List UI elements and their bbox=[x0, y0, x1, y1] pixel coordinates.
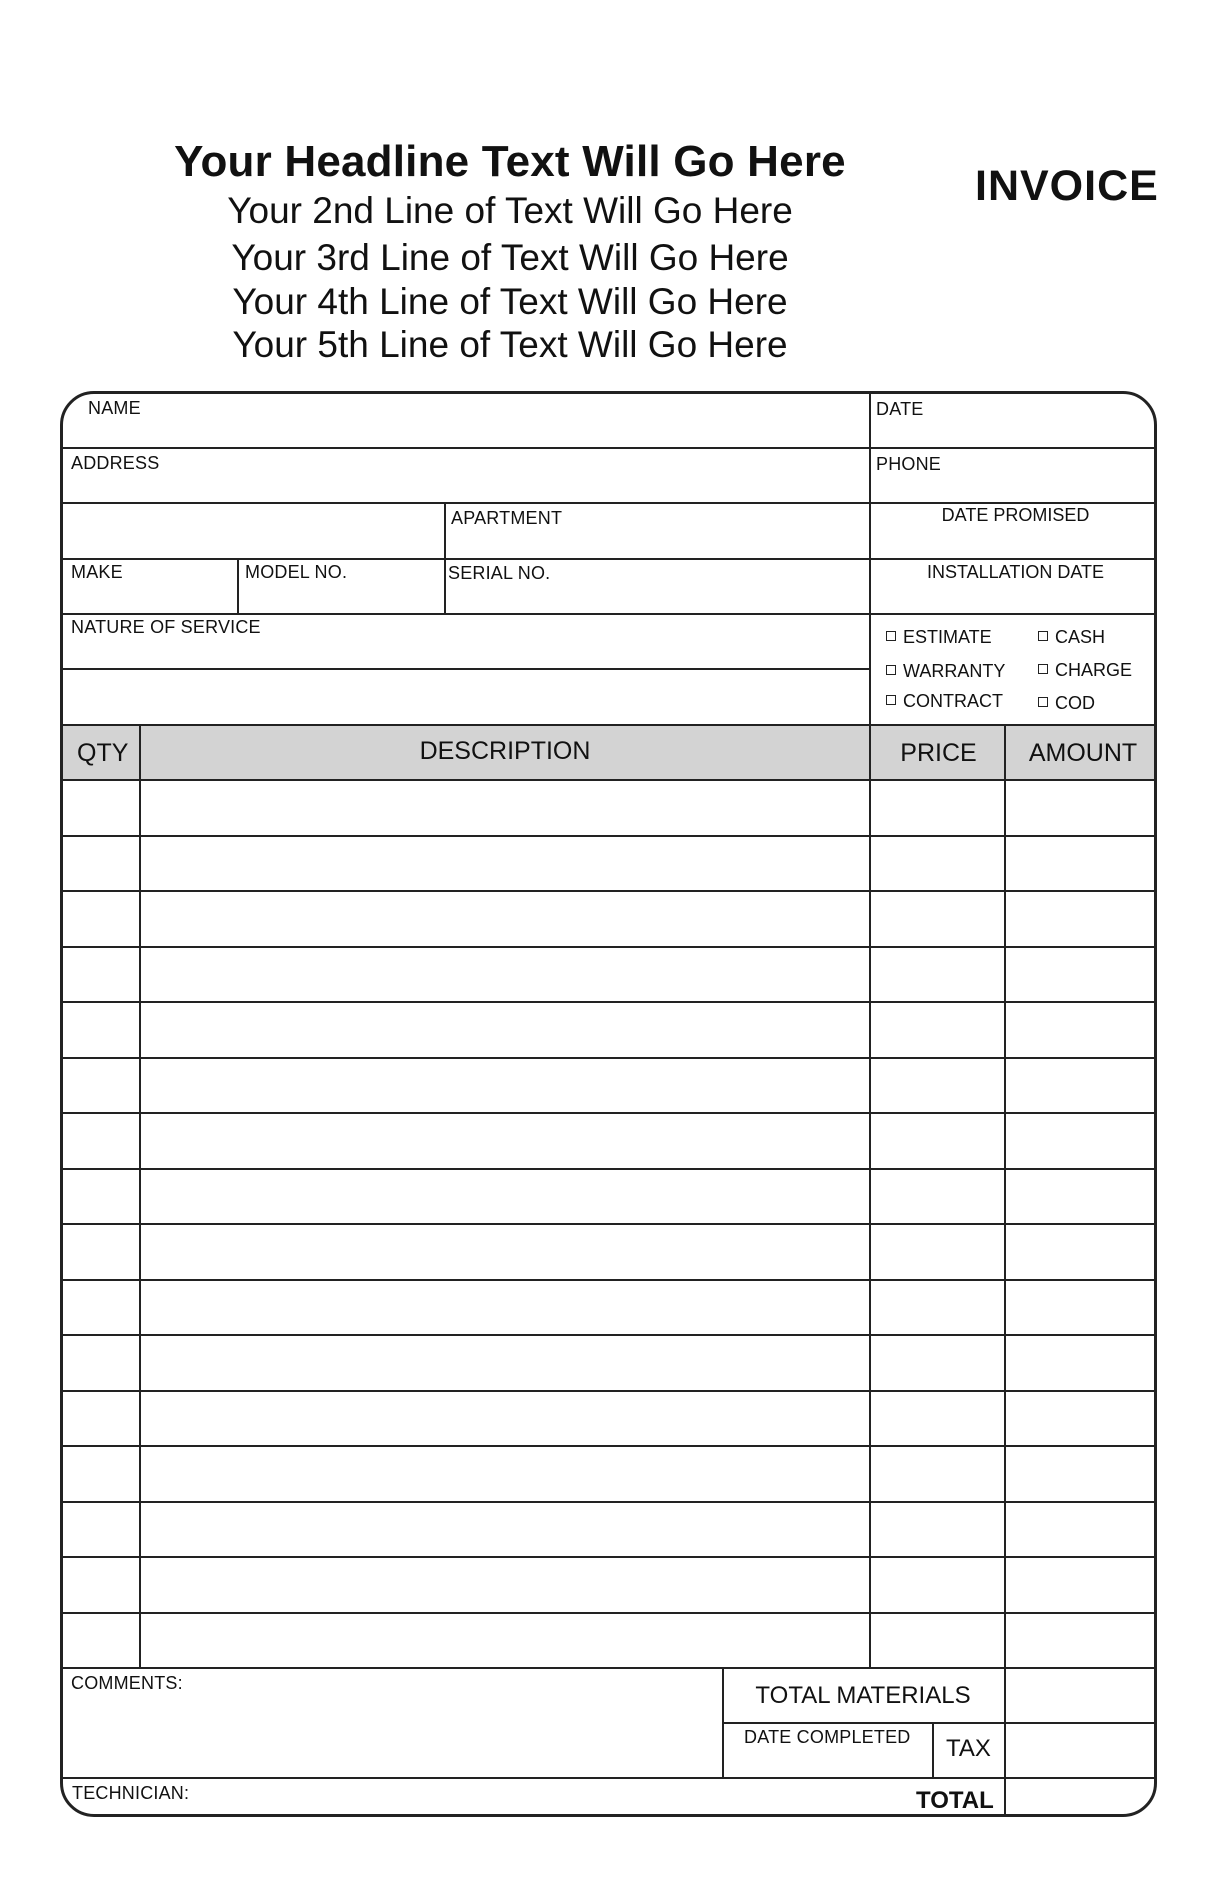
headline: Your Headline Text Will Go Here bbox=[174, 137, 846, 186]
table-row-line bbox=[63, 946, 1157, 948]
table-row-line bbox=[63, 1001, 1157, 1003]
divider bbox=[63, 447, 1157, 449]
cod-checkbox[interactable]: COD bbox=[1038, 693, 1095, 714]
table-row-line bbox=[63, 1168, 1157, 1170]
address-field[interactable]: ADDRESS bbox=[71, 453, 160, 473]
divider bbox=[869, 394, 871, 726]
date-promised-field[interactable]: DATE PROMISED bbox=[941, 505, 1090, 525]
checkbox-icon bbox=[1038, 631, 1048, 641]
table-row-line bbox=[63, 1334, 1157, 1336]
divider bbox=[63, 613, 1157, 615]
technician-field[interactable]: TECHNICIAN: bbox=[72, 1783, 190, 1803]
name-field[interactable]: NAME bbox=[88, 398, 141, 418]
checkbox-icon bbox=[886, 695, 896, 705]
header-line-5: Your 5th Line of Text Will Go Here bbox=[232, 324, 788, 365]
divider bbox=[932, 1722, 934, 1779]
divider bbox=[63, 1667, 1157, 1669]
table-row-line bbox=[63, 1390, 1157, 1392]
nature-of-service-field[interactable]: NATURE OF SERVICE bbox=[71, 617, 261, 637]
header-line-3: Your 3rd Line of Text Will Go Here bbox=[231, 237, 789, 278]
table-row-line bbox=[63, 1279, 1157, 1281]
divider bbox=[722, 1722, 1157, 1724]
divider bbox=[444, 502, 446, 613]
divider bbox=[869, 724, 871, 1668]
table-row-line bbox=[63, 890, 1157, 892]
qty-column-header: QTY bbox=[77, 739, 129, 767]
table-row-line bbox=[63, 1445, 1157, 1447]
phone-field[interactable]: PHONE bbox=[876, 454, 942, 474]
table-row-line bbox=[63, 835, 1157, 837]
warranty-checkbox[interactable]: WARRANTY bbox=[886, 661, 1005, 682]
divider bbox=[139, 724, 141, 1668]
divider bbox=[1004, 724, 1006, 1817]
tax-label: TAX bbox=[946, 1735, 991, 1762]
divider bbox=[63, 502, 1157, 504]
charge-checkbox[interactable]: CHARGE bbox=[1038, 660, 1132, 681]
apartment-field[interactable]: APARTMENT bbox=[451, 508, 563, 528]
divider bbox=[63, 558, 1157, 560]
total-materials-label: TOTAL MATERIALS bbox=[755, 1682, 971, 1709]
estimate-checkbox[interactable]: ESTIMATE bbox=[886, 627, 992, 648]
divider bbox=[237, 558, 239, 613]
table-row-line bbox=[63, 1112, 1157, 1114]
invoice-title: INVOICE bbox=[975, 162, 1159, 210]
date-completed-field[interactable]: DATE COMPLETED bbox=[744, 1727, 911, 1747]
price-column-header: PRICE bbox=[900, 739, 977, 767]
description-column-header: DESCRIPTION bbox=[419, 737, 591, 765]
table-row-line bbox=[63, 1223, 1157, 1225]
table-row-line bbox=[63, 779, 1157, 781]
comments-field[interactable]: COMMENTS: bbox=[71, 1673, 183, 1693]
contract-checkbox[interactable]: CONTRACT bbox=[886, 691, 1003, 712]
header-line-2: Your 2nd Line of Text Will Go Here bbox=[227, 190, 793, 231]
cash-checkbox[interactable]: CASH bbox=[1038, 627, 1105, 648]
amount-column-header: AMOUNT bbox=[1028, 739, 1138, 767]
installation-date-field[interactable]: INSTALLATION DATE bbox=[926, 562, 1105, 582]
make-field[interactable]: MAKE bbox=[71, 562, 123, 582]
checkbox-icon bbox=[1038, 664, 1048, 674]
checkbox-icon bbox=[886, 665, 896, 675]
table-row-line bbox=[63, 1057, 1157, 1059]
total-label: TOTAL bbox=[916, 1787, 994, 1814]
checkbox-icon bbox=[886, 631, 896, 641]
invoice-form bbox=[60, 391, 1157, 1817]
date-field[interactable]: DATE bbox=[876, 399, 924, 419]
divider bbox=[63, 1777, 1157, 1779]
header-line-4: Your 4th Line of Text Will Go Here bbox=[232, 281, 788, 322]
table-row-line bbox=[63, 1556, 1157, 1558]
serial-no-field[interactable]: SERIAL NO. bbox=[448, 563, 551, 583]
divider bbox=[63, 668, 871, 670]
model-no-field[interactable]: MODEL NO. bbox=[245, 562, 348, 582]
table-row-line bbox=[63, 1501, 1157, 1503]
table-row-line bbox=[63, 1612, 1157, 1614]
checkbox-icon bbox=[1038, 697, 1048, 707]
